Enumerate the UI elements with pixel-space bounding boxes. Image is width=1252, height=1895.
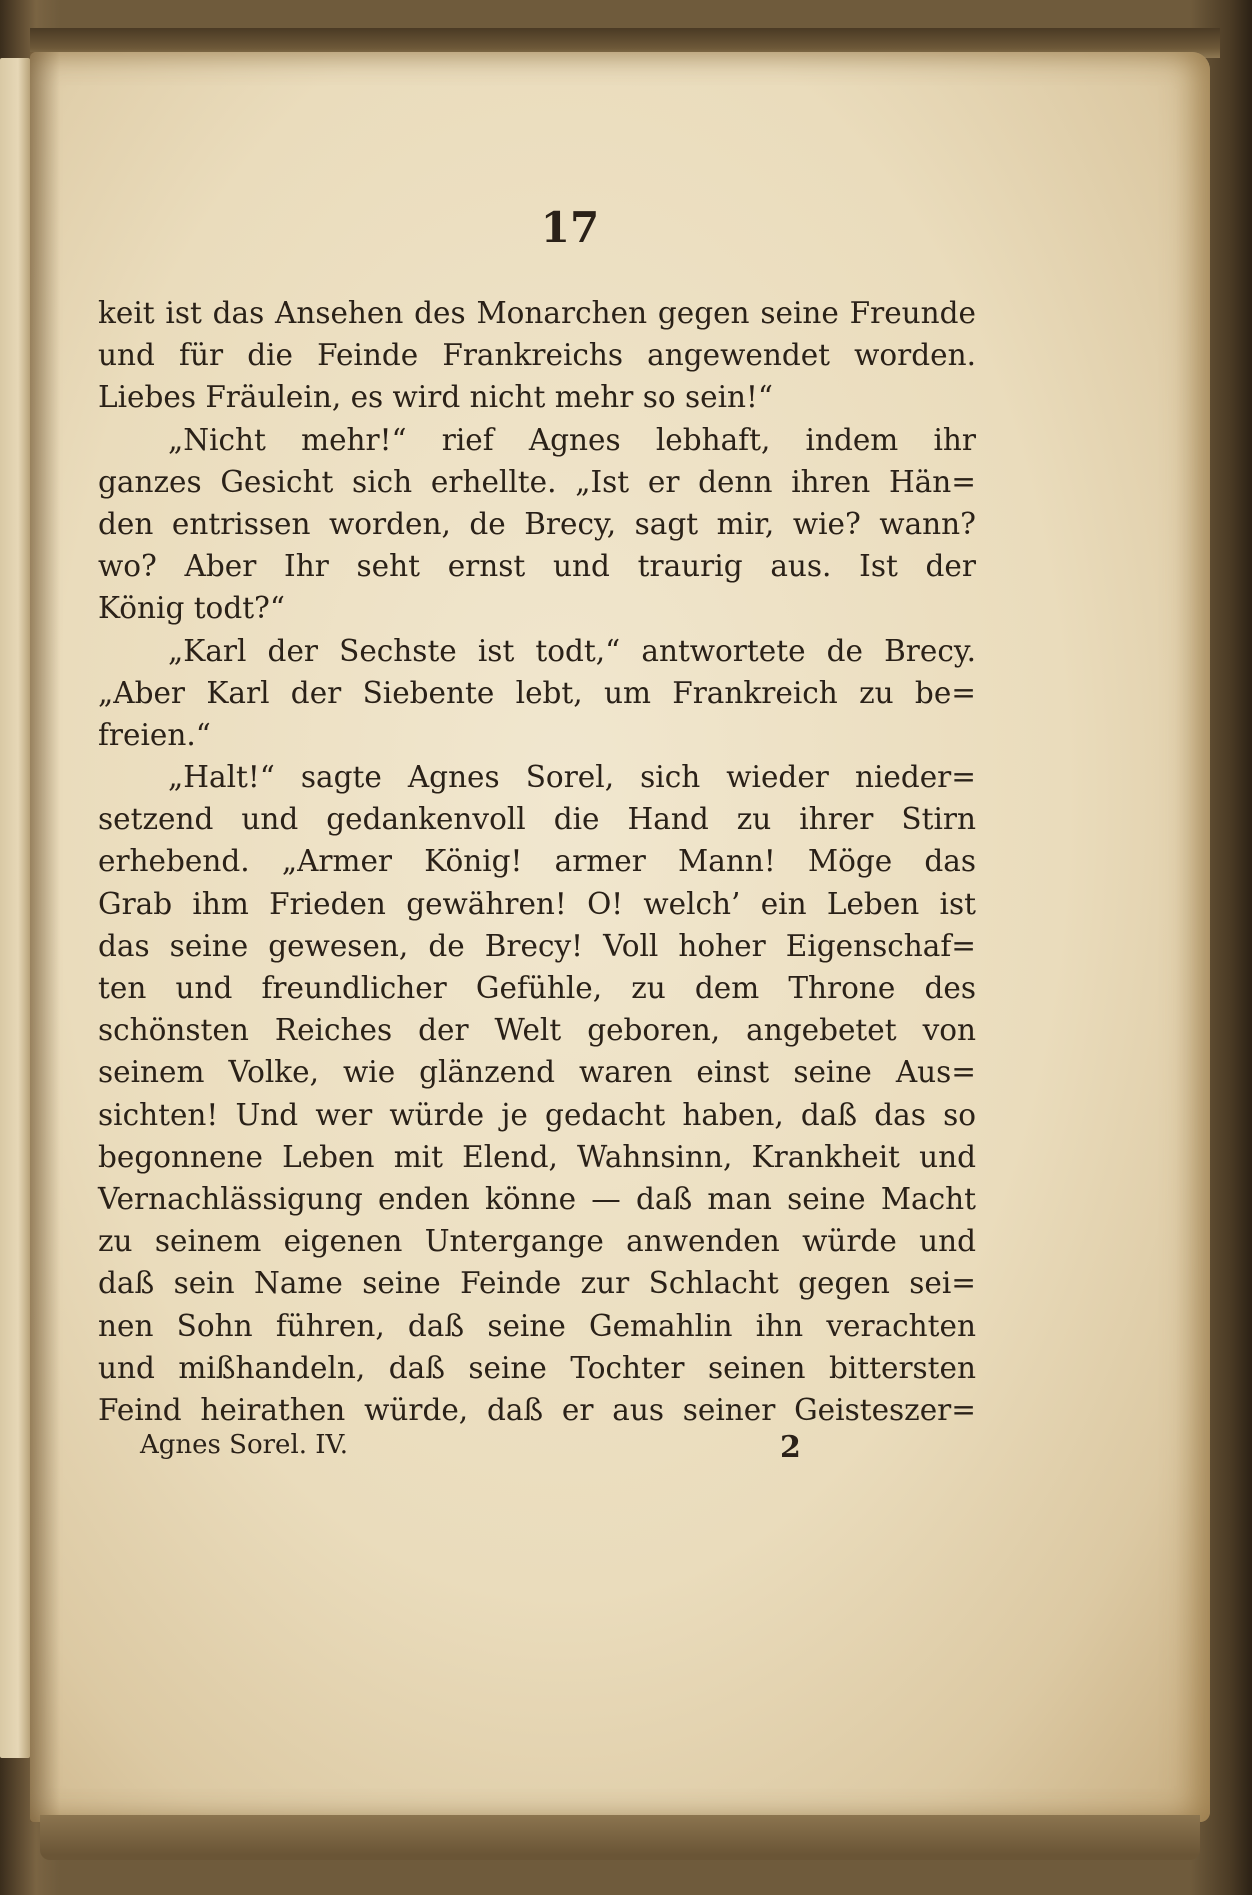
text-line-16: das seine gewesen, de Brecy! Voll hoher Eigenschaf= <box>98 928 976 963</box>
text-line-10: „Aber Karl der Siebente lebt, um Frankreich zu be= <box>98 675 976 710</box>
sheet-number: 2 <box>780 1430 801 1465</box>
text-line-19: seinem Volke, wie glänzend waren einst seine Aus= <box>98 1055 976 1090</box>
text-line-26: und mißhandeln, daß seine Tochter seinen bittersten <box>98 1350 976 1385</box>
text-line-8: König todt?“ <box>98 591 285 626</box>
text-line-14: erhebend. „Armer König! armer Mann! Möge das <box>98 844 976 879</box>
text-line-5: ganzes Gesicht sich erhellte. „Ist er denn ihren Hän= <box>98 464 976 499</box>
text-line-3: Liebes Fräulein, es wird nicht mehr so sein!“ <box>98 380 773 415</box>
text-line-11: freien.“ <box>98 717 211 752</box>
page-number: 17 <box>540 203 600 252</box>
text-line-4: „Nicht mehr!“ rief Agnes lebhaft, indem ihr <box>168 422 976 457</box>
text-line-22: Vernachlässigung enden könne — daß man seine Macht <box>98 1181 976 1216</box>
text-line-24: daß sein Name seine Feinde zur Schlacht gegen sei= <box>98 1266 976 1301</box>
text-line-18: schönsten Reiches der Welt geboren, angebetet von <box>98 1013 976 1048</box>
text-line-25: nen Sohn führen, daß seine Gemahlin ihn verachten <box>98 1308 976 1343</box>
page-bottom-edge <box>40 1815 1200 1860</box>
page-footer <box>140 1430 900 1480</box>
text-line-15: Grab ihm Frieden gewähren! O! welch’ ein Leben ist <box>98 886 976 921</box>
text-line-2: und für die Feinde Frankreichs angewendet worden. <box>98 338 976 373</box>
text-line-6: den entrissen worden, de Brecy, sagt mir, wie? wann? <box>98 506 976 541</box>
body-text <box>98 292 976 1431</box>
left-page-edge <box>0 58 30 1758</box>
text-line-13: setzend und gedankenvoll die Hand zu ihrer Stirn <box>98 802 976 837</box>
text-line-17: ten und freundlicher Gefühle, zu dem Throne des <box>98 971 976 1005</box>
text-line-1: keit ist das Ansehen des Monarchen gegen seine Freunde <box>98 296 976 330</box>
text-line-12: „Halt!“ sagte Agnes Sorel, sich wieder nieder= <box>168 760 976 795</box>
text-line-27: Feind heirathen würde, daß er aus seiner Geisteszer= <box>98 1392 976 1427</box>
text-line-9: „Karl der Sechste ist todt,“ antwortete de Brecy. <box>168 633 976 668</box>
signature-mark: Agnes Sorel. IV. <box>140 1430 349 1460</box>
text-line-21: begonnene Leben mit Elend, Wahnsinn, Krankheit und <box>98 1139 976 1174</box>
gutter-shadow <box>30 52 60 1822</box>
text-line-20: sichten! Und wer würde je gedacht haben, daß das so <box>98 1097 976 1132</box>
text-line-23: zu seinem eigenen Untergange anwenden würde und <box>98 1224 976 1259</box>
text-line-7: wo? Aber Ihr seht ernst und traurig aus. Ist der <box>98 549 976 584</box>
